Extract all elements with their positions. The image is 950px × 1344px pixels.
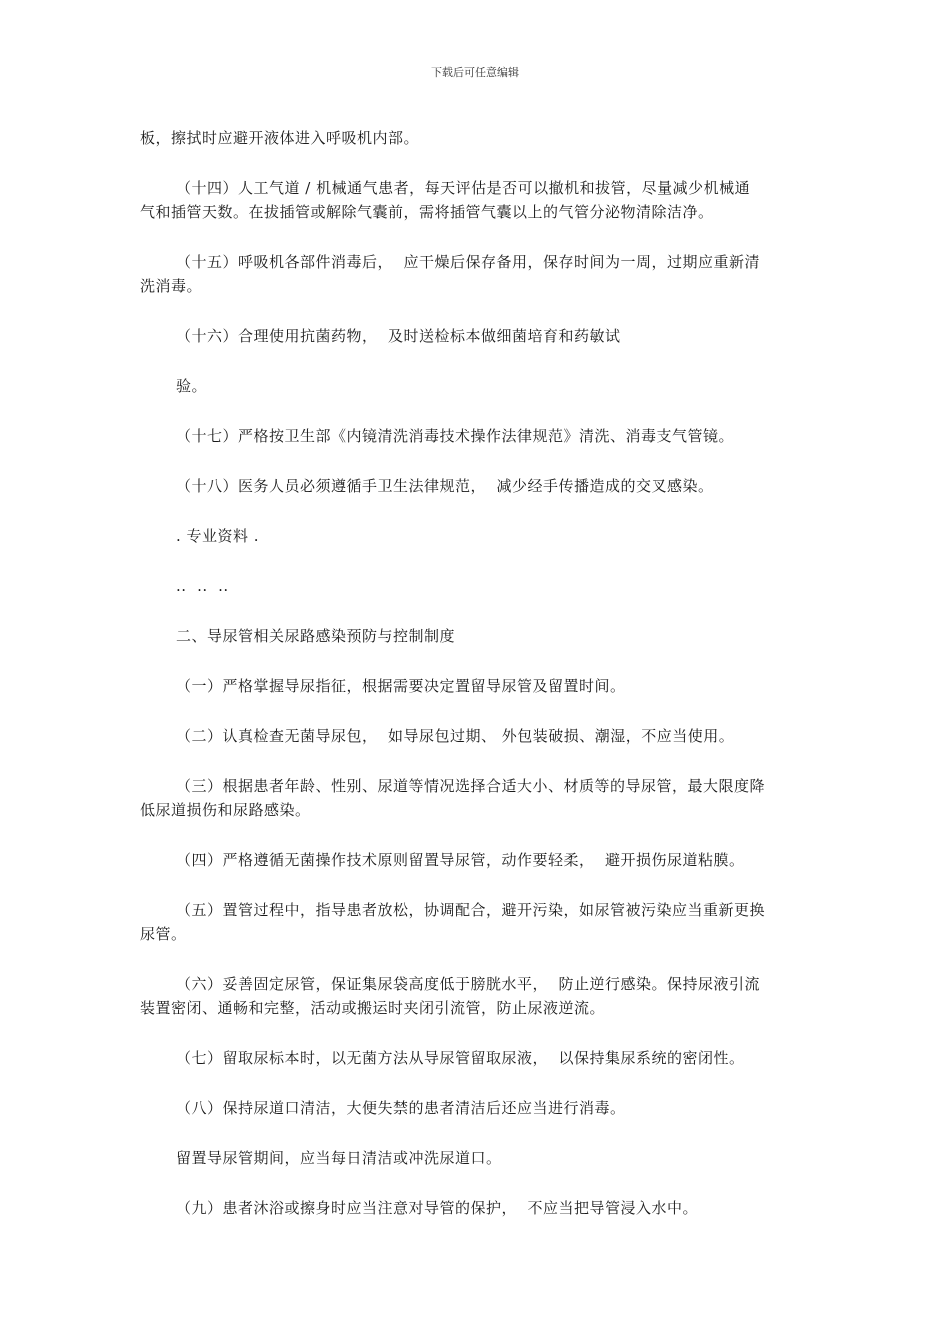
text-line: .. .. .. <box>176 577 229 595</box>
text-line: （十五）呼吸机各部件消毒后， 应干燥后保存备用，保存时间为一周，过期应重新清 <box>176 253 761 271</box>
text-line: 装置密闭、通畅和完整，活动或搬运时夹闭引流管，防止尿液逆流。 <box>140 999 606 1017</box>
text-line: 留置导尿管期间，应当每日清洁或冲洗尿道口。 <box>176 1149 502 1167</box>
text-line: 尿管。 <box>140 925 187 943</box>
text-line: （九）患者沐浴或擦身时应当注意对导管的保护， 不应当把导管浸入水中。 <box>176 1199 699 1217</box>
text-line: （二）认真检查无菌导尿包， 如导尿包过期、 外包装破损、潮湿，不应当使用。 <box>176 727 735 745</box>
text-line: 洗消毒。 <box>140 277 203 295</box>
page-header: 下载后可任意编辑 <box>431 66 519 79</box>
text-line: （十七）严格按卫生部《内镜清洗消毒技术操作法律规范》清洗、消毒支气管镜。 <box>176 427 735 445</box>
text-line: （五）置管过程中，指导患者放松，协调配合，避开污染，如尿管被污染应当重新更换 <box>176 901 766 919</box>
text-line: 验。 <box>176 377 208 395</box>
section-heading: 二、导尿管相关尿路感染预防与控制制度 <box>176 627 456 645</box>
text-line: . 专业资料 . <box>176 527 260 545</box>
text-line: （一）严格掌握导尿指征，根据需要决定置留导尿管及留置时间。 <box>176 677 626 695</box>
text-line: （十四）人工气道 / 机械通气患者，每天评估是否可以撤机和拔管，尽量减少机械通 <box>176 179 751 197</box>
text-line: （四）严格遵循无菌操作技术原则留置导尿管，动作要轻柔， 避开损伤尿道粘膜。 <box>176 851 745 869</box>
text-line: （十八）医务人员必须遵循手卫生法律规范， 减少经手传播造成的交叉感染。 <box>176 477 714 495</box>
text-line: （八）保持尿道口清洁，大便失禁的患者清洁后还应当进行消毒。 <box>176 1099 626 1117</box>
text-line: 气和插管天数。在拔插管或解除气囊前，需将插管气囊以上的气管分泌物清除洁净。 <box>140 203 714 221</box>
text-line: （七）留取尿标本时，以无菌方法从导尿管留取尿液， 以保持集尿系统的密闭性。 <box>176 1049 745 1067</box>
text-line: （三）根据患者年龄、性别、尿道等情况选择合适大小、材质等的导尿管，最大限度降 <box>176 777 766 795</box>
text-line: （六）妥善固定尿管，保证集尿袋高度低于膀胱水平， 防止逆行感染。保持尿液引流 <box>176 975 761 993</box>
text-line: 板，擦拭时应避开液体进入呼吸机内部。 <box>140 129 420 147</box>
text-line: 低尿道损伤和尿路感染。 <box>140 801 311 819</box>
text-line: （十六）合理使用抗菌药物， 及时送检标本做细菌培育和药敏试 <box>176 327 621 345</box>
